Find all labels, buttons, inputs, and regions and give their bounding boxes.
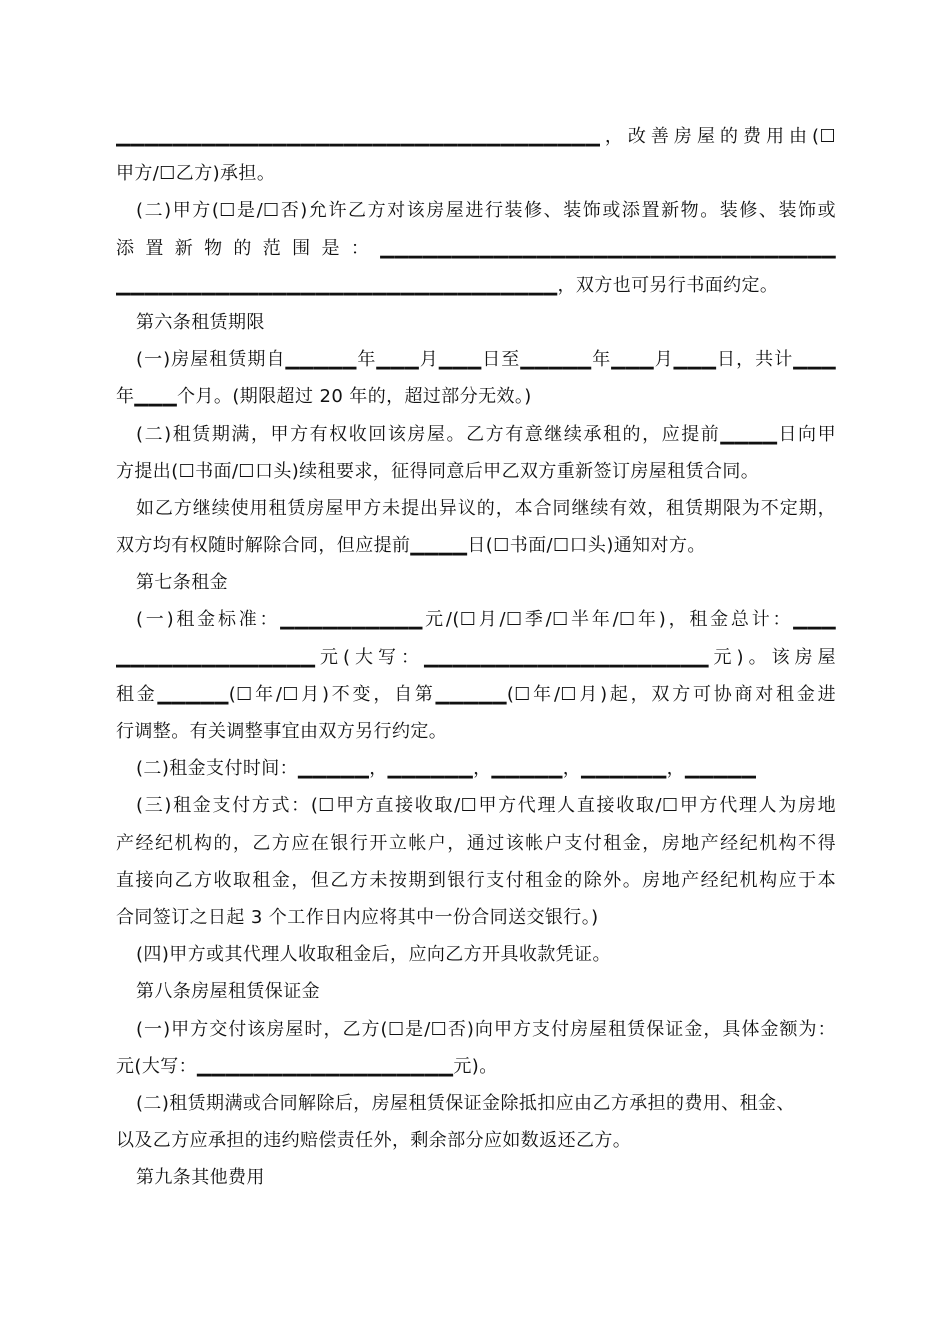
section-heading-9: 第九条其他费用: [136, 1167, 265, 1189]
text-line-21: 直接向乙方收取租金，但乙方未按期到银行支付租金的除外。房地产经纪机构应于本: [116, 869, 836, 891]
text-line-10: 方提出(☐书面/☐口头)续租要求，征得同意后甲乙双方重新签订房屋租赁合同。: [116, 460, 760, 482]
text-line-19: (三)租金支付方式：(☐甲方直接收取/☐甲方代理人直接收取/☐甲方代理人为房地: [136, 795, 836, 817]
text-line-4: 添置新物的范围是：▁▁▁▁▁▁▁▁▁▁▁▁▁▁▁▁▁▁▁▁▁▁▁▁▁▁▁▁▁▁▁▁: [116, 237, 836, 259]
text-line-16: 租金▁▁▁▁▁(☐年/☐月)不变，自第▁▁▁▁▁(☐年/☐月)起，双方可协商对租金进: [116, 683, 836, 705]
text-line-12: 双方均有权随时解除合同，但应提前▁▁▁▁日(☐书面/☐口头)通知对方。: [116, 535, 706, 557]
text-line-27: (二)租赁期满或合同解除后，房屋租赁保证金除抵扣应由乙方承担的费用、租金、: [136, 1092, 795, 1114]
text-line-7: (一)房屋租赁期自▁▁▁▁▁年▁▁▁月▁▁▁日至▁▁▁▁▁年▁▁▁月▁▁▁日，共计▁▁▁: [136, 349, 836, 371]
section-heading-6: 第六条租赁期限: [136, 311, 265, 333]
text-line-14: (一)租金标准：▁▁▁▁▁▁▁▁▁▁元/(☐月/☐季/☐半年/☐年)，租金总计：▁▁▁: [136, 609, 836, 631]
text-line-25: (一)甲方交付该房屋时，乙方(☐是/☐否)向甲方支付房屋租赁保证金，具体金额为：: [136, 1018, 836, 1040]
text-line-17: 行调整。有关调整事宜由双方另行约定。: [116, 721, 448, 742]
text-line-2: 甲方/☐乙方)承担。: [116, 163, 276, 185]
section-heading-7: 第七条租金: [136, 572, 228, 594]
text-line-15: ▁▁▁▁▁▁▁▁▁▁▁▁▁▁元(大写：▁▁▁▁▁▁▁▁▁▁▁▁▁▁▁▁▁▁▁▁元)。该房屋: [116, 646, 836, 668]
text-line-5: ▁▁▁▁▁▁▁▁▁▁▁▁▁▁▁▁▁▁▁▁▁▁▁▁▁▁▁▁▁▁▁，双方也可另行书面约定。: [116, 274, 779, 296]
text-line-26: 元(大写：▁▁▁▁▁▁▁▁▁▁▁▁▁▁▁▁▁▁元)。: [116, 1055, 498, 1077]
text-line-1: ▁▁▁▁▁▁▁▁▁▁▁▁▁▁▁▁▁▁▁▁▁▁▁▁▁▁▁▁▁▁▁▁▁▁，改善房屋的费用由(☐: [116, 126, 836, 147]
text-line-22: 合同签订之日起 3 个工作日内应将其中一份合同送交银行。): [116, 906, 599, 928]
text-line-28: 以及乙方应承担的违约赔偿责任外，剩余部分应如数返还乙方。: [116, 1130, 632, 1152]
text-line-23: (四)甲方或其代理人收取租金后，应向乙方开具收款凭证。: [136, 944, 611, 966]
section-heading-8: 第八条房屋租赁保证金: [136, 981, 320, 1003]
text-line-8: 年▁▁▁个月。(期限超过 20 年的，超过部分无效。): [116, 386, 532, 408]
text-line-3: (二)甲方(☐是/☐否)允许乙方对该房屋进行装修、装饰或添置新物。装修、装饰或: [136, 200, 836, 222]
text-line-9: (二)租赁期满，甲方有权收回该房屋。乙方有意继续承租的，应提前▁▁▁▁日向甲: [136, 423, 836, 445]
text-line-11: 如乙方继续使用租赁房屋甲方未提出异议的，本合同继续有效，租赁期限为不定期，: [136, 497, 836, 519]
text-line-20: 产经纪机构的，乙方应在银行开立帐户，通过该帐户支付租金，房地产经纪机构不得: [116, 832, 836, 854]
text-line-18: (二)租金支付时间：▁▁▁▁▁，▁▁▁▁▁▁，▁▁▁▁▁，▁▁▁▁▁▁，▁▁▁▁▁: [136, 758, 757, 780]
